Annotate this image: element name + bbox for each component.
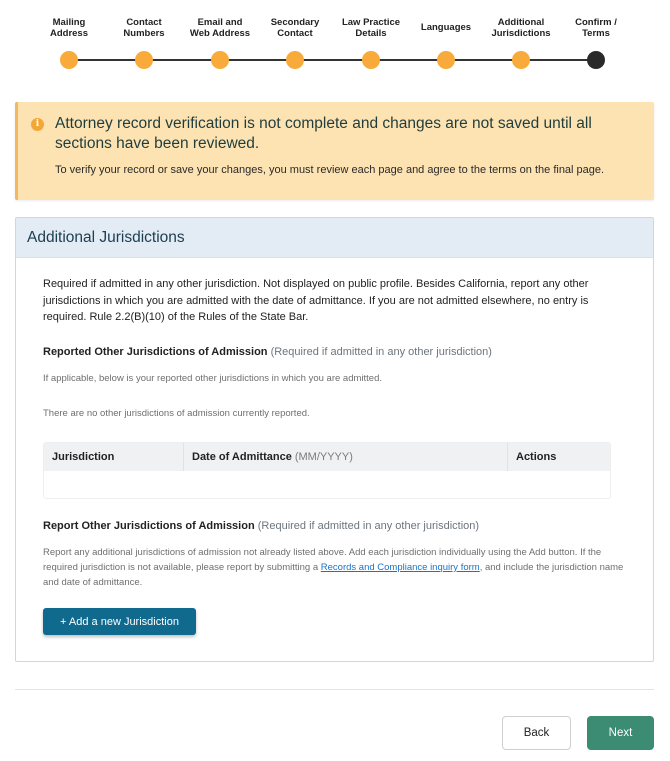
column-header-jurisdiction: Jurisdiction [44, 443, 184, 471]
alert-body: To verify your record or save your changes, you must review each page and agree to the terms on the final page. [55, 164, 605, 176]
step-email-web-address[interactable] [180, 15, 260, 41]
step-label: Secondary Contact [270, 16, 320, 39]
step-label: Law Practice Details [341, 16, 401, 39]
step-contact-numbers[interactable] [104, 15, 184, 41]
column-header-date-of-admittance: Date of Admittance (MM/YYYY) [184, 443, 508, 471]
step-dot-completed[interactable] [135, 51, 153, 69]
panel-intro-text: Required if admitted in any other jurisdiction. Not displayed on public profile. Besides California, report any other jurisdictions in which you are admitted with the date of admittance. If you are not admitted elsewhere, no entry is required. Rule 2.2(B)(10) of the Rules of the State Bar. [43, 278, 589, 323]
jurisdictions-table [43, 442, 611, 499]
step-dot-completed[interactable] [512, 51, 530, 69]
report-jurisdictions-help: Report any additional jurisdictions of admission not already listed above. Add each jurisdiction individually using the Add button. If the required jurisdiction is not available, please report by submitting a Records and Compliance inquiry form, and include the jurisdiction name and date of admittance. [43, 547, 624, 588]
step-label: Additional Jurisdictions [491, 16, 551, 39]
reported-jurisdictions-help: If applicable, below is your reported other jurisdictions in which you are admitted. [43, 373, 383, 384]
report-jurisdictions-heading: Report Other Jurisdictions of Admission (Required if admitted in any other jurisdiction) [43, 520, 480, 532]
step-dot-completed[interactable] [60, 51, 78, 69]
step-dot-completed[interactable] [211, 51, 229, 69]
progress-stepper [0, 0, 670, 80]
panel-title: Additional Jurisdictions [27, 228, 185, 246]
step-secondary-contact[interactable] [255, 15, 335, 41]
step-mailing-address[interactable] [29, 15, 109, 41]
step-label: Confirm / Terms [575, 16, 617, 39]
step-dot-completed[interactable] [362, 51, 380, 69]
step-label: Languages [420, 22, 472, 34]
step-dot-completed[interactable] [286, 51, 304, 69]
column-header-actions: Actions [516, 451, 557, 463]
add-jurisdiction-button[interactable]: + Add a new Jurisdiction [43, 608, 196, 635]
step-label: Email and Web Address [189, 16, 251, 39]
reported-jurisdictions-heading: Reported Other Jurisdictions of Admission (Required if admitted in any other jurisdiction) [43, 346, 492, 358]
step-confirm-terms[interactable] [556, 15, 636, 41]
step-dot-completed[interactable] [437, 51, 455, 69]
verification-warning-alert [15, 102, 654, 200]
alert-title: Attorney record verification is not complete and changes are not saved until all sections have been reviewed. [55, 115, 592, 152]
records-compliance-inquiry-link[interactable]: Records and Compliance inquiry form [320, 562, 480, 573]
step-law-practice-details[interactable] [331, 15, 411, 41]
step-label: Contact Numbers [123, 16, 165, 39]
panel-header [16, 218, 653, 258]
step-additional-jurisdictions[interactable] [481, 15, 561, 41]
next-button[interactable]: Next [587, 716, 654, 750]
back-button[interactable]: Back [502, 716, 571, 750]
table-body-empty [44, 471, 610, 498]
step-dot-current[interactable] [587, 51, 605, 69]
footer-divider [15, 689, 654, 690]
step-label: Mailing Address [49, 16, 88, 39]
table-header [44, 443, 610, 471]
step-languages[interactable] [406, 15, 486, 41]
info-icon: i [31, 118, 44, 131]
empty-jurisdictions-message: There are no other jurisdictions of admission currently reported. [43, 408, 310, 419]
additional-jurisdictions-panel [15, 217, 654, 662]
